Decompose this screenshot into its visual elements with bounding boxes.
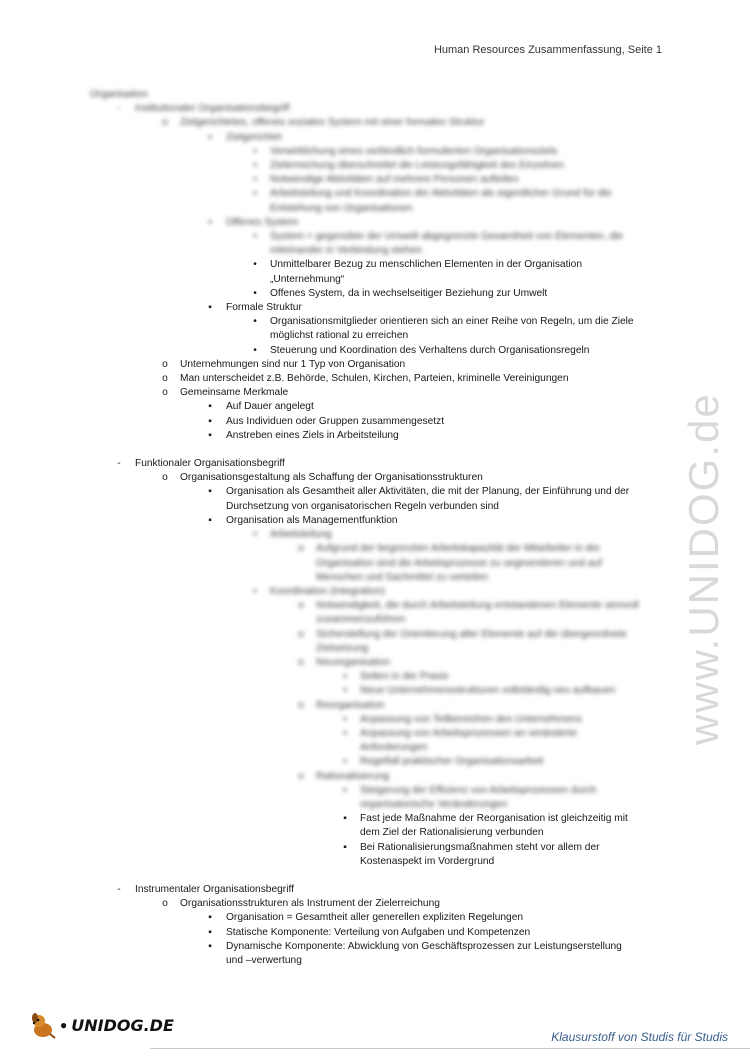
outline-text: Arbeitsteilung bbox=[270, 529, 332, 541]
bullet-marker: o bbox=[298, 656, 304, 668]
bullet-marker: • bbox=[253, 287, 257, 299]
bullet-marker: o bbox=[162, 117, 168, 129]
outline-item bbox=[0, 386, 700, 400]
outline-item bbox=[0, 911, 700, 925]
outline-item bbox=[0, 471, 700, 485]
bullet-marker: • bbox=[253, 231, 257, 243]
bullet-marker: o bbox=[162, 373, 168, 385]
footer-slogan: Klausurstoff von Studis für Studis bbox=[551, 1030, 728, 1044]
outline-text: Funktionaler Organisationsbegriff bbox=[135, 458, 285, 470]
outline-item bbox=[0, 926, 700, 940]
outline-item bbox=[0, 784, 700, 812]
bullet-marker: ▪ bbox=[343, 756, 347, 768]
outline-text: Arbeitsteilung und Koordination der Aktivitäten als eigentlicher Grund für die Entstehung von Organisationen bbox=[270, 188, 612, 214]
outline-item bbox=[0, 514, 700, 528]
bullet-marker: o bbox=[298, 600, 304, 612]
outline-item bbox=[0, 628, 700, 656]
outline-item bbox=[0, 812, 700, 840]
outline-item bbox=[0, 713, 700, 727]
outline-text: Aufgrund der begrenzten Arbeitskapazität der Mitarbeiter in der Organisation sind die Arbeitsprozesse zu segmentieren und auf Menschen und Sachmittel zu verteilen bbox=[316, 543, 602, 583]
bullet-marker: ▪ bbox=[208, 940, 212, 952]
outline-text: Sicherstellung der Orientierung aller Elemente auf die übergeordnete Zielsetzung bbox=[316, 628, 627, 654]
outline-text: Anpassung von Teilbereichen des Unternehmens bbox=[360, 713, 582, 725]
bullet-marker: • bbox=[253, 585, 257, 597]
outline-text: Auf Dauer angelegt bbox=[226, 401, 314, 413]
bullet-marker: • bbox=[253, 316, 257, 328]
outline-text: Neue Unternehmensstrukturen vollständig neu aufbauen bbox=[360, 685, 616, 697]
bullet-marker: o bbox=[162, 358, 168, 370]
outline-text: Institutionaler Organisationsbegriff bbox=[135, 103, 290, 115]
outline-text: Neuorganisation bbox=[316, 656, 391, 668]
footer-divider bbox=[150, 1048, 750, 1049]
outline-item bbox=[0, 400, 700, 414]
outline-text: Bei Rationalisierungsmaßnahmen steht vor allem der Kostenaspekt im Vordergrund bbox=[360, 841, 600, 867]
outline-item bbox=[0, 883, 700, 897]
outline-item bbox=[0, 88, 700, 102]
bullet-marker: - bbox=[117, 103, 121, 115]
outline-text: Man unterscheidet z.B. Behörde, Schulen, Kirchen, Parteien, kriminelle Vereinigungen bbox=[180, 373, 569, 385]
bullet-marker: ▪ bbox=[208, 926, 212, 938]
outline-text: Unmittelbarer Bezug zu menschlichen Elementen in der Organisation „Unternehmung“ bbox=[270, 259, 583, 285]
bullet-marker: o bbox=[298, 699, 304, 711]
bullet-marker: ▪ bbox=[343, 841, 347, 853]
bullet-marker: o bbox=[162, 387, 168, 399]
bullet-marker: • bbox=[253, 160, 257, 172]
outline-text: Verwirklichung eines verbindlich formulierten Organisationsziels bbox=[270, 145, 558, 157]
bullet-marker: ▪ bbox=[208, 415, 212, 427]
outline-text: Fast jede Maßnahme der Reorganisation ist gleichzeitig mit dem Ziel der Rationalisierung verbunden bbox=[360, 813, 628, 839]
outline-text: Aus Individuen oder Gruppen zusammengesetzt bbox=[226, 415, 445, 427]
bullet-marker: ▪ bbox=[208, 514, 212, 526]
bullet-marker: • bbox=[253, 174, 257, 186]
outline-item bbox=[0, 699, 700, 713]
bullet-marker: ▪ bbox=[208, 486, 212, 498]
spacer bbox=[0, 443, 700, 457]
bullet-marker: o bbox=[162, 472, 168, 484]
outline-item bbox=[0, 457, 700, 471]
bullet-marker: ▪ bbox=[343, 713, 347, 725]
bullet-marker: o bbox=[298, 770, 304, 782]
bullet-marker: ▪ bbox=[343, 685, 347, 697]
outline-item bbox=[0, 173, 700, 187]
bullet-marker: o bbox=[298, 543, 304, 555]
outline-text: Gemeinsame Merkmale bbox=[180, 387, 289, 399]
outline-item bbox=[0, 770, 700, 784]
outline-item bbox=[0, 315, 700, 343]
logo-text: UNIDOG.DE bbox=[71, 1015, 174, 1035]
bullet-marker: ▪ bbox=[208, 216, 212, 228]
outline-text: Statische Komponente: Verteilung von Aufgaben und Kompetenzen bbox=[226, 926, 531, 938]
outline-text: Organisationsmitglieder orientieren sich an einer Reihe von Regeln, um die Ziele möglichst rational zu erreichen bbox=[270, 316, 634, 342]
outline-text: Anpassung von Arbeitsprozessen an veränderte Anforderungen bbox=[360, 727, 577, 754]
bullet-marker: ▪ bbox=[343, 727, 347, 739]
outline-item bbox=[0, 344, 700, 358]
outline-text: Organisation bbox=[90, 89, 148, 100]
bullet-marker: ▪ bbox=[208, 429, 212, 441]
outline-item bbox=[0, 940, 700, 968]
outline-item bbox=[0, 585, 700, 599]
outline-item bbox=[0, 216, 700, 230]
bullet-marker: • bbox=[253, 145, 257, 157]
bullet-marker: ▪ bbox=[343, 813, 347, 825]
outline-item bbox=[0, 670, 700, 684]
outline-text: Organisation als Gesamtheit aller Aktivitäten, die mit der Planung, der Einführung und der Durchsetzung von organisatorischen Regeln verbunden sind bbox=[226, 486, 630, 512]
outline-body bbox=[0, 88, 700, 968]
bullet-marker: ▪ bbox=[208, 401, 212, 413]
outline-text: Selten in der Praxis bbox=[360, 671, 449, 683]
bullet-marker: • bbox=[253, 259, 257, 271]
outline-item bbox=[0, 656, 700, 670]
page-header: Human Resources Zusammenfassung, Seite 1 bbox=[433, 44, 662, 56]
bullet-marker: • bbox=[253, 344, 257, 356]
outline-item bbox=[0, 841, 700, 869]
bullet-marker: • bbox=[253, 188, 257, 200]
bullet-marker: ▪ bbox=[343, 671, 347, 683]
outline-text: Unternehmungen sind nur 1 Typ von Organisation bbox=[180, 358, 406, 370]
outline-text: Regelfall praktischer Organisationsarbeit bbox=[360, 756, 544, 768]
outline-item bbox=[0, 755, 700, 769]
outline-item bbox=[0, 301, 700, 315]
bullet-marker: • bbox=[253, 529, 257, 541]
outline-text: Instrumentaler Organisationsbegriff bbox=[135, 883, 294, 895]
outline-text: Reorganisation bbox=[316, 699, 385, 711]
bullet-marker: o bbox=[298, 628, 304, 640]
outline-item bbox=[0, 159, 700, 173]
outline-text: Anstreben eines Ziels in Arbeitsteilung bbox=[226, 429, 399, 441]
spacer bbox=[0, 869, 700, 883]
outline-item bbox=[0, 727, 700, 755]
outline-item bbox=[0, 372, 700, 386]
outline-text: Notwendigkeit, die durch Arbeitsteilung entstandenen Elemente sinnvoll zusammenzuführen bbox=[316, 600, 639, 626]
bullet-marker: ▪ bbox=[208, 131, 212, 143]
outline-item bbox=[0, 145, 700, 159]
bullet-marker: o bbox=[162, 898, 168, 910]
outline-text: Koordination (Integration) bbox=[270, 585, 385, 597]
outline-text: Organisationsstrukturen als Instrument der Zielerreichung bbox=[180, 898, 440, 910]
outline-text: System = gegenüber der Umwelt abgegrenzte Gesamtheit von Elementen, die miteinander in Verbindung stehen bbox=[270, 231, 624, 257]
bullet-marker: ▪ bbox=[208, 912, 212, 924]
outline-item bbox=[0, 599, 700, 627]
outline-text: Organisation = Gesamtheit aller generellen expliziten Regelungen bbox=[226, 912, 524, 924]
outline-text: Offenes System bbox=[226, 216, 299, 228]
outline-text: Steigerung der Effizienz von Arbeitsprozessen durch organisatorische Veränderungen bbox=[360, 784, 597, 810]
outline-item bbox=[0, 415, 700, 429]
outline-item bbox=[0, 187, 700, 215]
watermark-text: www.UNIDOG.de bbox=[680, 392, 727, 745]
outline-text: Zielgerichtet bbox=[226, 131, 282, 143]
outline-text: Steuerung und Koordination des Verhaltens durch Organisationsregeln bbox=[270, 344, 590, 356]
bullet-marker: - bbox=[117, 883, 121, 895]
outline-item bbox=[0, 429, 700, 443]
outline-text: Zielgerichtetes, offenes soziales System mit einer formalen Struktur bbox=[180, 117, 485, 129]
outline-item bbox=[0, 528, 700, 542]
outline-text: Dynamische Komponente: Abwicklung von Geschäftsprozessen zur Leistungserstellung und –verwertung bbox=[226, 940, 622, 966]
outline-item bbox=[0, 358, 700, 372]
outline-item bbox=[0, 542, 700, 585]
outline-text: Organisationsgestaltung als Schaffung der Organisationsstrukturen bbox=[180, 472, 483, 484]
watermark bbox=[676, 290, 736, 750]
outline-text: Rationalisierung bbox=[316, 770, 390, 782]
outline-item bbox=[0, 684, 700, 698]
bullet-marker: - bbox=[117, 458, 121, 470]
outline-item bbox=[0, 485, 700, 513]
outline-item bbox=[0, 131, 700, 145]
outline-item bbox=[0, 230, 700, 258]
bullet-marker: ▪ bbox=[343, 784, 347, 796]
outline-item bbox=[0, 116, 700, 130]
outline-item bbox=[0, 287, 700, 301]
unidog-logo bbox=[28, 1010, 174, 1040]
bullet-marker: ▪ bbox=[208, 302, 212, 314]
outline-text: Notwendige Aktivitäten auf mehrere Personen aufteilen bbox=[270, 174, 519, 186]
outline-text: Offenes System, da in wechselseitiger Beziehung zur Umwelt bbox=[270, 287, 548, 299]
outline-item bbox=[0, 102, 700, 116]
outline-text: Zielerreichung überschreitet die Leistungsfähigkeit des Einzelnen bbox=[270, 160, 564, 172]
dog-icon bbox=[28, 1010, 58, 1040]
outline-item bbox=[0, 258, 700, 286]
outline-item bbox=[0, 897, 700, 911]
outline-text: Organisation als Managementfunktion bbox=[226, 514, 398, 526]
paw-icon: ● bbox=[60, 1018, 68, 1032]
outline-text: Formale Struktur bbox=[226, 302, 302, 314]
